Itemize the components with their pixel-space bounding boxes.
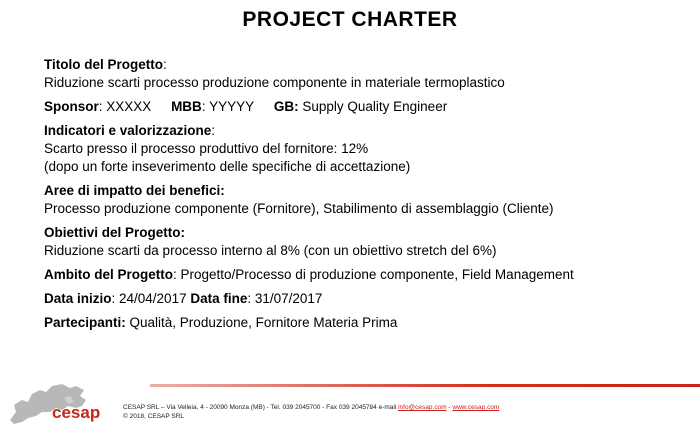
indicatori-label: Indicatori e valorizzazione <box>44 123 212 138</box>
indicatori-line-2: (dopo un forte inseverimento delle specifiche di accettazione) <box>44 159 411 174</box>
logo-text: cesap <box>52 403 101 422</box>
sponsor-value: : XXXXX <box>98 99 152 114</box>
footer-address-line <box>123 403 499 412</box>
gb-label: GB: <box>273 99 299 114</box>
section-sponsor <box>44 98 684 116</box>
section-ambito <box>44 266 684 284</box>
section-partecipanti <box>44 314 684 332</box>
footer-separator: - <box>446 404 453 411</box>
sponsor-label: Sponsor <box>44 99 99 114</box>
footer-copyright: © 2018, CESAP SRL <box>123 413 185 420</box>
titolo-value: Riduzione scarti processo produzione componente in materiale termoplastico <box>44 75 505 90</box>
titolo-label: Titolo del Progetto <box>44 57 163 72</box>
charter-content <box>44 56 684 338</box>
data-fine-value: : 31/07/2017 <box>247 291 323 306</box>
indicatori-colon: : <box>211 123 216 138</box>
ambito-label: Ambito del Progetto <box>44 267 173 282</box>
section-titolo <box>44 56 684 92</box>
data-inizio-label: Data inizio <box>44 291 112 306</box>
section-obiettivi <box>44 224 684 260</box>
section-aree <box>44 182 684 218</box>
footer-email-link[interactable]: info@cesap.com <box>398 404 447 411</box>
footer-divider <box>150 384 700 387</box>
footer-address: CESAP SRL – Via Velleia, 4 - 20090 Monza (MB) - Tel. 039 2045700 - Fax 039 2045784 e-mail <box>123 404 399 411</box>
obiettivi-label: Obiettivi del Progetto: <box>44 225 186 240</box>
gb-value: Supply Quality Engineer <box>298 99 448 114</box>
aree-value: Processo produzione componente (Fornitore), Stabilimento di assemblaggio (Cliente) <box>44 201 554 216</box>
footer-text <box>123 403 499 421</box>
data-inizio-value: : 24/04/2017 <box>111 291 187 306</box>
footer-website-link[interactable]: www.cesap.com <box>452 404 500 411</box>
ambito-value: : Progetto/Processo di produzione componente, Field Management <box>173 267 574 282</box>
aree-label: Aree di impatto dei benefici: <box>44 183 225 198</box>
indicatori-line-1: Scarto presso il processo produttivo del fornitore: 12% <box>44 141 369 156</box>
section-indicatori <box>44 122 684 176</box>
mbb-value: : YYYYY <box>201 99 255 114</box>
mbb-label: MBB <box>171 99 202 114</box>
obiettivi-value: Riduzione scarti da processo interno al 8% (con un obiettivo stretch del 6%) <box>44 243 497 258</box>
section-date <box>44 290 684 308</box>
cesap-logo <box>6 378 116 428</box>
partecipanti-label: Partecipanti: <box>44 315 126 330</box>
titolo-colon: : <box>163 57 167 72</box>
partecipanti-value: Qualità, Produzione, Fornitore Materia Prima <box>125 315 398 330</box>
data-fine-label: Data fine <box>190 291 248 306</box>
page-title: PROJECT CHARTER <box>242 8 458 31</box>
